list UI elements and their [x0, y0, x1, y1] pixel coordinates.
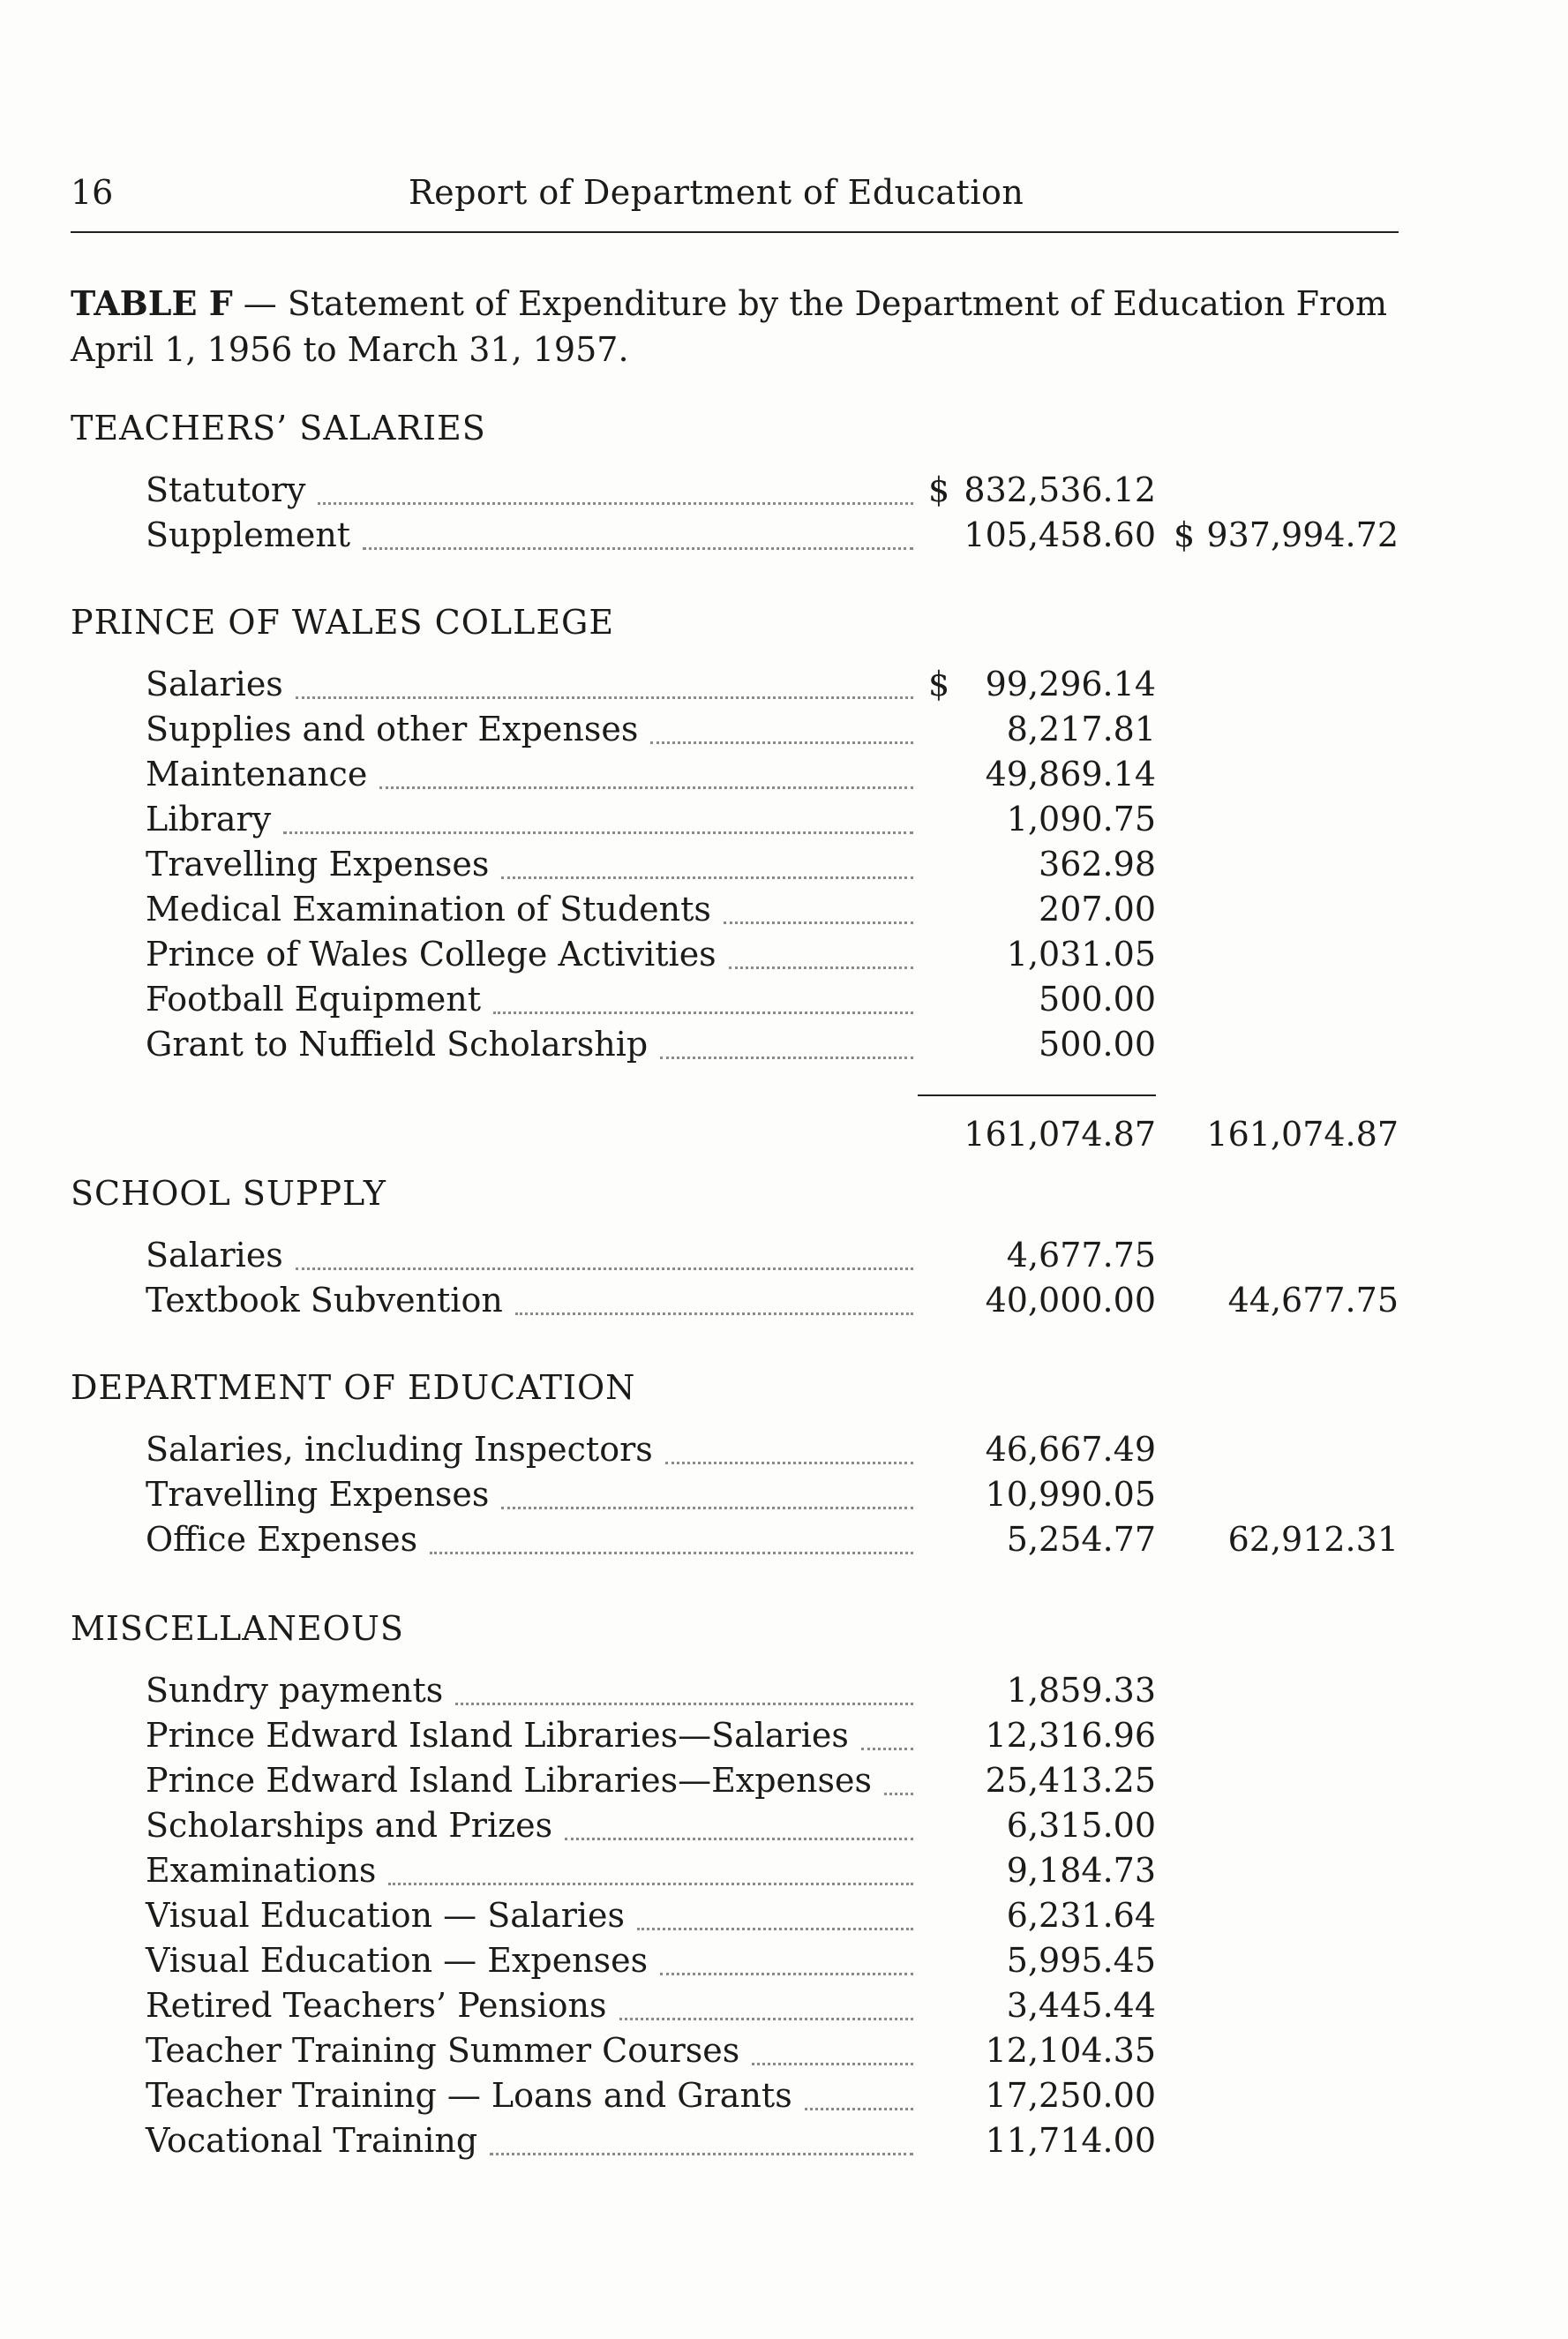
line-item-amount: 500.00 [1039, 980, 1156, 1019]
line-item-label: Library [146, 800, 272, 839]
line-item-label: Textbook Subvention [146, 1281, 503, 1320]
line-item-label: Teacher Training Summer Courses [146, 2031, 740, 2070]
line-item-row [146, 1430, 1399, 1474]
line-item-amount: 9,184.73 [1006, 1851, 1156, 1890]
leader-dots [379, 786, 913, 789]
pwc-subtotal-row [146, 1115, 1399, 1159]
line-item-label: Visual Education — Salaries [146, 1896, 626, 1935]
section-total: 62,912.31 [1227, 1520, 1399, 1559]
line-item-amount: 1,859.33 [1006, 1671, 1156, 1710]
line-item-amount: 11,714.00 [985, 2121, 1156, 2160]
section-heading-teachers-salaries: TEACHERS’ SALARIES [71, 409, 486, 447]
line-item-amount: 40,000.00 [985, 1281, 1156, 1320]
leader-dots [861, 1748, 913, 1750]
line-item-amount: 1,090.75 [1006, 800, 1156, 839]
running-title: Report of Department of Education [409, 173, 1024, 212]
line-item-amount: 4,677.75 [1006, 1236, 1156, 1275]
line-item-row [146, 2031, 1399, 2075]
line-item-label: Prince of Wales College Activities [146, 935, 716, 974]
leader-dots [665, 1462, 913, 1464]
leader-dots [637, 1928, 913, 1930]
line-item-row [146, 1025, 1399, 1069]
line-item-amount: 25,413.25 [985, 1761, 1156, 1800]
line-item-label: Visual Education — Expenses [146, 1941, 649, 1980]
line-item-row [146, 1475, 1399, 1519]
currency-symbol: $ [928, 665, 950, 703]
leader-dots [430, 1552, 913, 1554]
line-item-amount: 362.98 [1039, 845, 1156, 884]
line-item-row [146, 845, 1399, 889]
table-title-text: — Statement of Expenditure by the Department of Education From April 1, 1956 to March 31, 1957. [71, 284, 1388, 369]
line-item-row [146, 980, 1399, 1024]
line-item-row [146, 1716, 1399, 1760]
line-item-amount: 49,869.14 [985, 755, 1156, 793]
leader-dots [501, 876, 913, 879]
line-item-row [146, 800, 1399, 844]
line-item-row [146, 935, 1399, 979]
line-item-amount: 207.00 [1039, 890, 1156, 929]
line-item-amount: 5,254.77 [1006, 1520, 1156, 1559]
currency-symbol: $ [1174, 515, 1196, 554]
line-item-amount: 500.00 [1039, 1025, 1156, 1064]
section-heading-school-supply: SCHOOL SUPPLY [71, 1174, 386, 1213]
line-item-amount: 832,536.12 [964, 470, 1156, 509]
line-item-amount: 12,104.35 [985, 2031, 1156, 2070]
line-item-label: Grant to Nuffield Scholarship [146, 1025, 649, 1064]
section-heading-department-of-education: DEPARTMENT OF EDUCATION [71, 1368, 636, 1407]
table-title [71, 281, 1412, 372]
line-item-amount: 12,316.96 [985, 1716, 1156, 1755]
line-item-label: Travelling Expenses [146, 845, 490, 884]
table-label: TABLE F [71, 283, 233, 323]
line-item-row [146, 1896, 1399, 1940]
leader-dots [752, 2063, 913, 2065]
section-heading-miscellaneous: MISCELLANEOUS [71, 1609, 404, 1648]
section-heading-prince-of-wales-college: PRINCE OF WALES COLLEGE [71, 603, 615, 642]
line-item-amount: 17,250.00 [985, 2076, 1156, 2115]
line-item-label: Vocational Training [146, 2121, 478, 2160]
line-item-amount: 8,217.81 [1006, 710, 1156, 748]
line-item-row [146, 1236, 1399, 1280]
line-item-label: Maintenance [146, 755, 368, 793]
line-item-label: Retired Teachers’ Pensions [146, 1986, 607, 2025]
pwc-subtotal: 161,074.87 [964, 1115, 1156, 1154]
line-item-label: Prince Edward Island Libraries—Expenses [146, 1761, 873, 1800]
leader-dots [388, 1883, 913, 1885]
line-item-label: Scholarships and Prizes [146, 1806, 553, 1845]
leader-dots [283, 831, 913, 834]
leader-dots [501, 1507, 913, 1509]
subtotal-rule [918, 1094, 1156, 1096]
line-item-label: Medical Examination of Students [146, 890, 711, 929]
leader-dots [724, 921, 913, 924]
page-header [71, 173, 1399, 222]
line-item-row [146, 2121, 1399, 2165]
line-item-row [146, 1851, 1399, 1895]
line-item-label: Travelling Expenses [146, 1475, 490, 1514]
line-item-label: Supplies and other Expenses [146, 710, 639, 748]
leader-dots [318, 502, 913, 505]
line-item-row [146, 1806, 1399, 1850]
line-item-row [146, 470, 1399, 515]
line-item-amount: 105,458.60 [964, 515, 1156, 554]
line-item-amount: 10,990.05 [985, 1475, 1156, 1514]
leader-dots [490, 2153, 913, 2155]
line-item-row [146, 1281, 1399, 1325]
line-item-label: Office Expenses [146, 1520, 418, 1559]
line-item-row [146, 755, 1399, 799]
leader-dots [296, 1267, 913, 1270]
line-item-label: Salaries [146, 1236, 283, 1275]
pwc-total: 161,074.87 [1206, 1115, 1399, 1154]
line-item-label: Salaries, including Inspectors [146, 1430, 653, 1469]
line-item-label: Examinations [146, 1851, 377, 1890]
line-item-label: Salaries [146, 665, 283, 703]
line-item-amount: 5,995.45 [1006, 1941, 1156, 1980]
line-item-row [146, 1986, 1399, 2030]
currency-symbol: $ [928, 470, 950, 509]
line-item-row [146, 2076, 1399, 2120]
line-item-amount: 6,315.00 [1006, 1806, 1156, 1845]
leader-dots [565, 1838, 913, 1840]
line-item-amount: 46,667.49 [985, 1430, 1156, 1469]
line-item-label: Supplement [146, 515, 351, 554]
leader-dots [515, 1312, 913, 1315]
page-number: 16 [71, 173, 114, 212]
leader-dots [363, 547, 913, 550]
leader-dots [729, 966, 913, 969]
line-item-label: Prince Edward Island Libraries—Salaries [146, 1716, 849, 1755]
line-item-row [146, 665, 1399, 709]
leader-dots [619, 2018, 913, 2020]
leader-dots [660, 1057, 913, 1059]
leader-dots [296, 696, 913, 699]
line-item-amount: 3,445.44 [1006, 1986, 1156, 2025]
line-item-row [146, 1761, 1399, 1805]
line-item-amount: 6,231.64 [1006, 1896, 1156, 1935]
line-item-amount: 99,296.14 [985, 665, 1156, 703]
line-item-amount: 1,031.05 [1006, 935, 1156, 974]
section-total: 937,994.72 [1206, 515, 1399, 554]
line-item-row [146, 890, 1399, 934]
line-item-row [146, 515, 1399, 560]
line-item-label: Football Equipment [146, 980, 481, 1019]
line-item-row [146, 710, 1399, 754]
line-item-label: Statutory [146, 470, 306, 509]
leader-dots [660, 1973, 913, 1975]
leader-dots [493, 1012, 913, 1014]
line-item-row [146, 1671, 1399, 1715]
section-total: 44,677.75 [1227, 1281, 1399, 1320]
leader-dots [650, 741, 913, 744]
leader-dots [884, 1793, 913, 1795]
line-item-label: Teacher Training — Loans and Grants [146, 2076, 792, 2115]
leader-dots [455, 1703, 913, 1705]
line-item-row [146, 1941, 1399, 1985]
header-rule [71, 231, 1399, 233]
line-item-row [146, 1520, 1399, 1564]
line-item-label: Sundry payments [146, 1671, 444, 1710]
leader-dots [805, 2108, 913, 2110]
